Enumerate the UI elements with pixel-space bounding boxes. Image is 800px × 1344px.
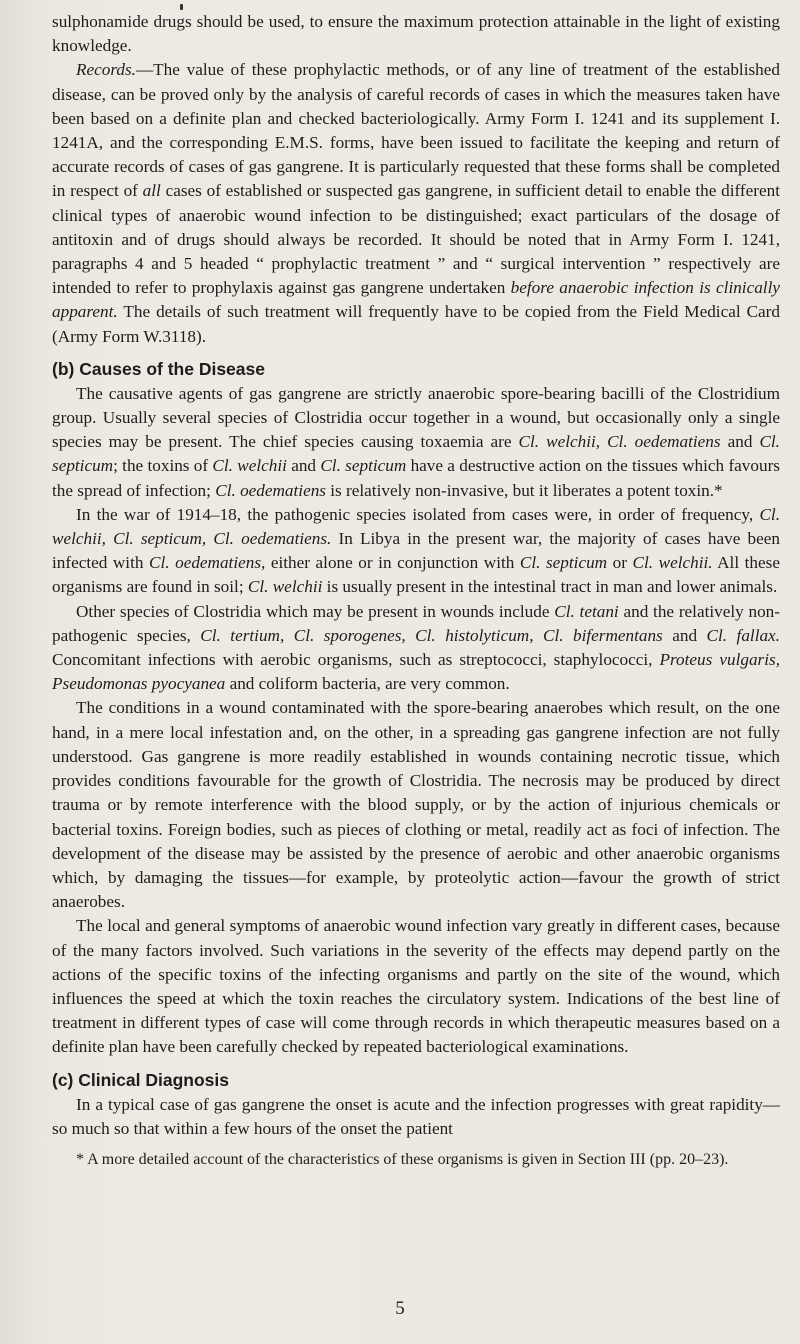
paragraph-text: In Libya in the present war, the majority of cases have been infected with (52, 529, 780, 573)
species-name: Cl. welchii. (632, 553, 713, 573)
paragraph-text: and (286, 456, 321, 476)
paragraph-text: is usually present in the intestinal tract in man and lower animals. (322, 577, 778, 597)
species-name: Cl. fallax. (706, 625, 780, 645)
paragraph-text: cases of established or suspected gas gangrene, in sufficient detail to enable the different clinical types of anaerobic wound infection to be distinguished; exact particulars of the dosage of antitoxin and of drugs should always be recorded. It should be noted that in Army Form I. 1241, paragraphs 4 and 5 headed “ prophylactic treatment ” and “ surgical intervention ” respectively are intended to refer to prophylaxis against gas gangrene undertaken (52, 181, 780, 298)
footnote: * A more detailed account of the characteristics of these organisms is given in Section III (pp. 20–23). (76, 1150, 729, 1168)
paragraph-symptoms (52, 914, 780, 1059)
paragraph-text: or (607, 553, 633, 573)
paragraph-text: The conditions in a wound contaminated with the spore-bearing anaerobes which result, on the one hand, in a mere local infestation and, on the other, in a spreading gas gangrene infection are not fully understood. Gas gangrene is more readily established in wounds containing necrotic tissue, which provides conditions favourable for the growth of Clostridia. The necrosis may be produced by direct trauma or by remote interference with the blood supply, or by the action of injurious chemicals or bacterial toxins. Foreign bodies, such as pieces of clothing or metal, readily act as foci of infection. The development of the disease may be assisted by the presence of aerobic and other anaerobic organisms which, by damaging the tissues—for example, by proteolytic action—favour the growth of strict anaerobes. (52, 698, 780, 912)
paragraph-text: Concomitant infections with aerobic organisms, such as streptococci, staphylococci, (52, 650, 660, 670)
paragraph-war-species (52, 503, 780, 600)
paragraph-text: sulphonamide drugs should be used, to ensure the maximum protection attainable in the light of existing knowledge. (52, 12, 780, 56)
species-name: Cl. welchii (212, 456, 287, 476)
paragraph-wound-conditions (52, 696, 780, 914)
species-name: Cl. septicum (320, 456, 407, 476)
paragraph-text: and (662, 625, 707, 645)
section-heading-diagnosis: (c) Clinical Diagnosis (52, 1069, 229, 1090)
species-name: Cl. welchii, Cl. oedematiens (518, 432, 721, 452)
paragraph-text: is relatively non-invasive, but it liberates a potent toxin.* (325, 480, 723, 500)
paragraph-continuation (52, 10, 780, 58)
paragraph-text: In the war of 1914–18, the pathogenic species isolated from cases were, in order of frequency, (76, 504, 760, 524)
species-name: Cl. septicum (519, 553, 608, 573)
paragraph-other-species (52, 600, 780, 697)
paragraph-text: and coliform bacteria, are very common. (225, 674, 510, 694)
paragraph-text: and the relatively non-pathogenic species, (52, 601, 781, 645)
paragraph-text: In a typical case of gas gangrene the onset is acute and the infection progresses with great rapidity—so much so that within a few hours of the onset the patient (52, 1094, 780, 1138)
species-name: Proteus vulgaris, Pseudomonas pyocyanea (52, 650, 780, 694)
run-in-heading-records: Records. (76, 60, 136, 80)
paragraph-text: The causative agents of gas gangrene are strictly anaerobic spore-bearing bacilli of the Clostridium group. Usually several species of Clostridia occur together in a wound, but occasionally only a single species may be present. The chief species causing toxaemia are (52, 383, 780, 452)
emphasis-text: all (142, 181, 161, 201)
ink-speck (180, 4, 183, 10)
paragraph-text: The details of such treatment will frequently have to be copied from the Field Medical Card (Army Form W.3118). (52, 302, 780, 346)
paragraph-text: All these organisms are found in soil; (52, 553, 780, 597)
emphasis-text: before anaerobic infection is clinically apparent. (52, 278, 780, 322)
species-name: Cl. welchii (247, 577, 323, 597)
paragraph-text: , either alone or in conjunction with (261, 553, 520, 573)
paragraph-text: —The value of these prophylactic methods, or of any line of treatment of the established disease, can be proved only by the analysis of careful records of cases in which the measures taken have been based on a definite plan and checked bacteriologically. Army Form I. 1241 and its supplement I. 1241A, and the corresponding E.M.S. forms, have been issued to facilitate the keeping and return of accurate records of cases of gas gangrene. It is particularly requested that these forms shall be completed in respect of (52, 60, 780, 201)
species-name: Cl. tertium, Cl. sporogenes, Cl. histolyticum, Cl. bifermentans (200, 625, 663, 645)
species-name: Cl. oedematiens (215, 480, 326, 500)
paragraph-text: ; the toxins of (113, 456, 213, 476)
paragraph-causative-agents (52, 382, 780, 503)
species-name: Cl. oedematiens (149, 553, 262, 573)
paragraph-text: and (720, 432, 760, 452)
species-name: Cl. tetani (554, 601, 619, 621)
paragraph-records (52, 58, 780, 348)
page-number: 5 (395, 1298, 405, 1319)
paragraph-text: The local and general symptoms of anaerobic wound infection vary greatly in different cases, because of the many factors involved. Such variations in the severity of the effects may depend partly on the actions of the specific toxins of the infecting organisms and partly on the site of the wound, which influences the speed at which the toxin reaches the circulatory system. Indications of the best line of treatment in different types of case will come through records in which therapeutic measures based on a definite plan have been carefully checked by repeated bacteriological examinations. (52, 916, 780, 1057)
species-name: Cl. septicum (52, 432, 780, 476)
paragraph-typical-case (52, 1093, 780, 1141)
species-name: Cl. welchii, Cl. septicum, Cl. oedematiens. (52, 504, 780, 549)
section-heading-causes: (b) Causes of the Disease (52, 358, 265, 379)
paragraph-text: have a destructive action on the tissues which favours the spread of infection; (52, 456, 780, 500)
paragraph-text: Other species of Clostridia which may be present in wounds include (76, 601, 555, 621)
